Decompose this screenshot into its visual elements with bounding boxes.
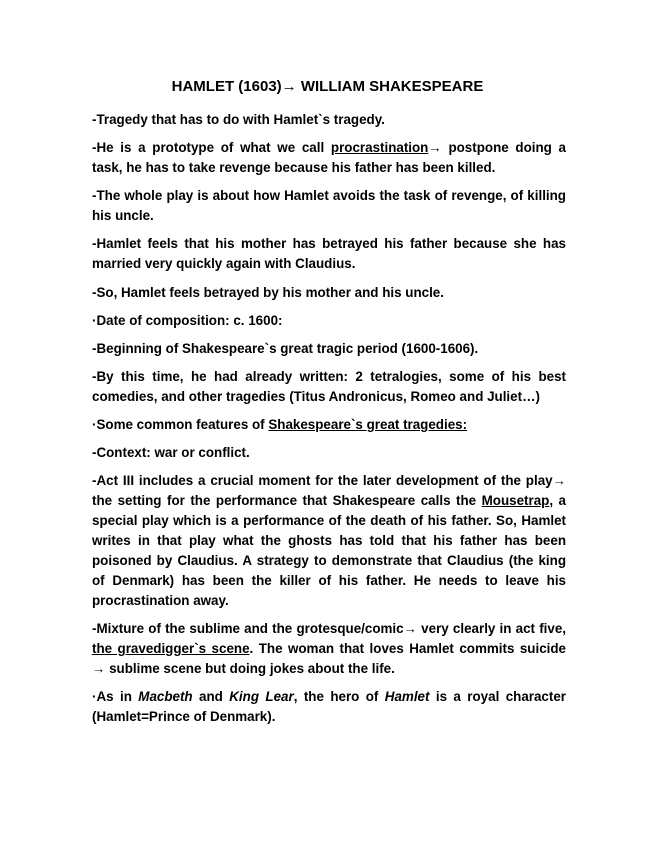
- underlined-term-procrastination: procrastination: [330, 140, 429, 155]
- paragraph-text: -Act III includes a crucial moment for the later development of the play→ the setting for the performance that Shakespeare calls the: [92, 473, 566, 508]
- paragraph-feels-betrayed: -So, Hamlet feels betrayed by his mother and his uncle.: [92, 285, 444, 300]
- paragraph-text: is a royal character (Hamlet=Prince of Denmark).: [92, 689, 566, 724]
- underlined-term-gravedigger-scene: the gravedigger`s scene: [92, 641, 250, 656]
- italic-title-hamlet: Hamlet: [384, 689, 430, 704]
- paragraph-avoids-revenge: -The whole play is about how Hamlet avoids the task of revenge, of killing his uncle.: [92, 188, 566, 223]
- paragraph-already-written: -By this time, he had already written: 2 tetralogies, some of his best comedies, and other tragedies (Titus Andronicus, Romeo and Juliet…): [92, 369, 566, 404]
- paragraph-royal-character: [92, 687, 566, 727]
- page-title: HAMLET (1603)→ WILLIAM SHAKESPEARE: [171, 78, 484, 95]
- paragraph-text: ·As in: [92, 689, 139, 704]
- paragraph-tragedy: -Tragedy that has to do with Hamlet`s tragedy.: [92, 112, 385, 127]
- paragraph-sublime-grotesque: [92, 619, 566, 679]
- paragraph-text: , the hero of: [293, 689, 385, 704]
- paragraph-context: -Context: war or conflict.: [92, 445, 250, 460]
- paragraph-text: -Mixture of the sublime and the grotesque/comic→ very clearly in act five,: [92, 621, 566, 636]
- paragraph-mother-betrayed: -Hamlet feels that his mother has betrayed his father because she has married very quickly again with Claudius.: [92, 236, 566, 271]
- underlined-heading-great-tragedies: Shakespeare`s great tragedies:: [268, 417, 468, 432]
- paragraph-text: -He is a prototype of what we call: [92, 140, 331, 155]
- paragraph-procrastination: [92, 138, 566, 178]
- paragraph-text: , a special play which is a performance of the death of his father. So, Hamlet writes in that play what the ghosts has told that his father has been poisoned by Claudius. A strategy to demonstrate that Claudius (the king of Denmark) has been the killer of his father. He needs to leave his procrastination away.: [92, 493, 566, 608]
- underlined-term-mousetrap: Mousetrap: [481, 493, 550, 508]
- paragraph-text: . The woman that loves Hamlet commits suicide → sublime scene but doing jokes about the life.: [92, 641, 567, 676]
- italic-title-macbeth: Macbeth: [138, 689, 193, 704]
- paragraph-tragic-period: -Beginning of Shakespeare`s great tragic period (1600-1606).: [92, 341, 479, 356]
- paragraph-text: → postpone doing a task, he has to take revenge because his father has been killed.: [92, 140, 566, 175]
- paragraph-text: and: [192, 689, 230, 704]
- paragraph-common-features: [92, 415, 566, 435]
- paragraph-date-of-composition: ·Date of composition: c. 1600:: [92, 313, 283, 328]
- paragraph-act-three: [92, 471, 566, 611]
- italic-title-king-lear: King Lear: [229, 689, 294, 704]
- paragraph-text: ·Some common features of: [92, 417, 269, 432]
